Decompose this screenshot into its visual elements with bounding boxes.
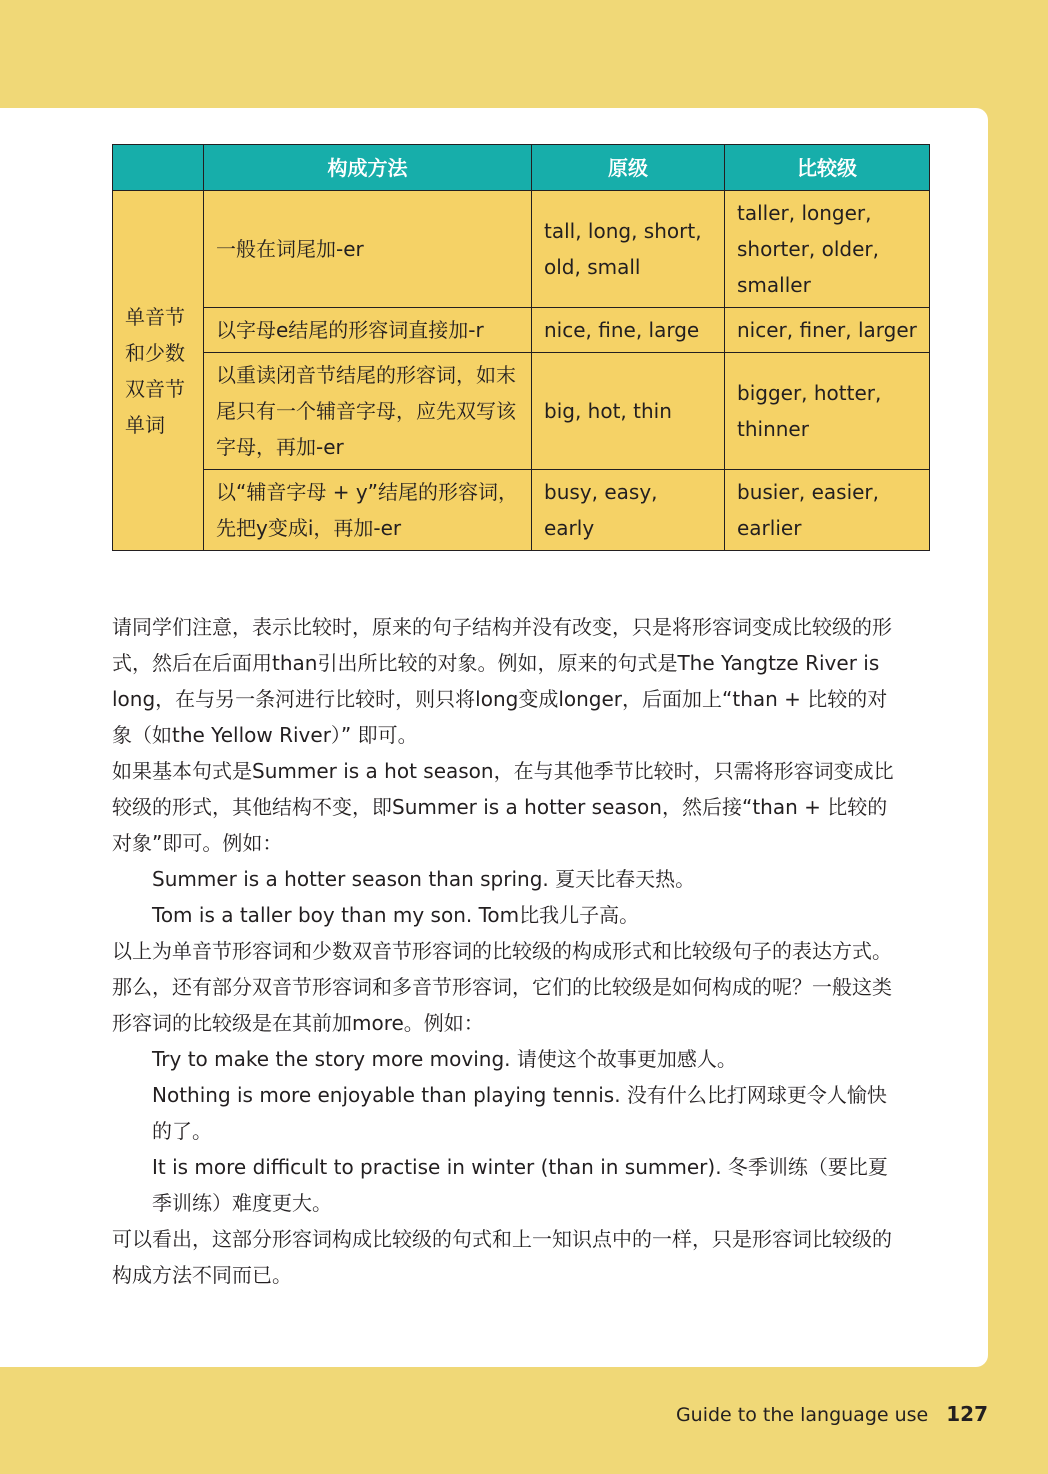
body-text [112, 609, 902, 1293]
example-sentence: It is more difficult to practise in winter (than in summer). 冬季训练（要比夏季训练）难度更大。 [152, 1155, 888, 1215]
positive-cell: busy, easy, early [532, 470, 725, 551]
comparative-cell: nicer, finer, larger [725, 308, 930, 353]
table-row [113, 353, 930, 470]
header-positive: 原级 [532, 145, 725, 191]
table-row [113, 470, 930, 551]
example-sentence: Summer is a hotter season than spring. 夏天比春天热。 [152, 867, 696, 891]
header-empty [113, 145, 204, 191]
paragraph: 如果基本句式是Summer is a hot season，在与其他季节比较时，只需将形容词变成比较级的形式，其他结构不变，即Summer is a hotter season，然后接“than + 比较的对象”即可。例如： [112, 759, 894, 855]
example-sentence: Nothing is more enjoyable than playing tennis. 没有什么比打网球更令人愉快的了。 [152, 1083, 887, 1143]
example-sentence: Try to make the story more moving. 请使这个故事更加感人。 [152, 1047, 737, 1071]
paragraph: 以上为单音节形容词和少数双音节形容词的比较级的构成形式和比较级句子的表达方式。那么，还有部分双音节形容词和多音节形容词，它们的比较级是如何构成的呢？一般这类形容词的比较级是在其前加more。例如： [112, 939, 892, 1035]
comparative-cell: busier, easier, earlier [725, 470, 930, 551]
header-method: 构成方法 [204, 145, 532, 191]
comparative-cell: bigger, hotter, thinner [725, 353, 930, 470]
method-cell: 以“辅音字母 + y”结尾的形容词，先把y变成i，再加-er [204, 470, 532, 551]
comparative-table [112, 144, 930, 551]
table-row [113, 191, 930, 308]
method-cell: 以字母e结尾的形容词直接加-r [204, 308, 532, 353]
paragraph: 可以看出，这部分形容词构成比较级的句式和上一知识点中的一样，只是形容词比较级的构成方法不同而已。 [112, 1227, 892, 1287]
method-cell: 以重读闭音节结尾的形容词，如末尾只有一个辅音字母，应先双写该字母，再加-er [204, 353, 532, 470]
method-cell: 一般在词尾加-er [204, 191, 532, 308]
paragraph: 请同学们注意，表示比较时，原来的句子结构并没有改变，只是将形容词变成比较级的形式，然后在后面用than引出所比较的对象。例如，原来的句式是The Yangtze River is long，在与另一条河进行比较时，则只将long变成longer，后面加上“than + 比较的对象（如the Yellow River）” 即可。 [112, 615, 892, 747]
footer-title: Guide to the language use [675, 1404, 929, 1426]
positive-cell: tall, long, short, old, small [532, 191, 725, 308]
header-comparative: 比较级 [725, 145, 930, 191]
example-sentence: Tom is a taller boy than my son. Tom比我儿子高。 [152, 903, 640, 927]
positive-cell: nice, fine, large [532, 308, 725, 353]
page-footer [650, 1400, 988, 1429]
page-number: 127 [946, 1402, 988, 1426]
comparative-cell: taller, longer, shorter, older, smaller [725, 191, 930, 308]
table-row [113, 308, 930, 353]
positive-cell: big, hot, thin [532, 353, 725, 470]
category-cell: 单音节和少数双音节单词 [113, 191, 204, 551]
